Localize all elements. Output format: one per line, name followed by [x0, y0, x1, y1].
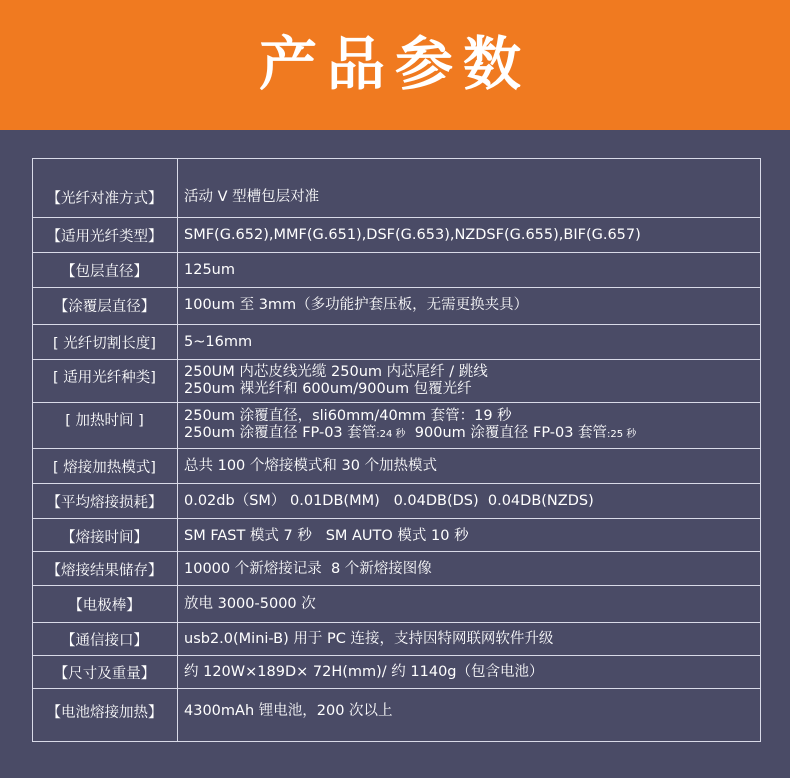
spec-label: 【熔接结果储存】 [46, 562, 163, 579]
spec-value-line: SMF(G.652),MMF(G.651),DSF(G.653),NZDSF(G.655),BIF(G.657) [184, 226, 641, 243]
spec-row-result-storage [32, 552, 761, 586]
spec-label: 【涂覆层直径】 [53, 298, 156, 315]
spec-value-line: 250um 涂覆直径，sli60mm/40mm 套管：19 秒 [184, 408, 512, 424]
spec-value [184, 484, 758, 518]
spec-value-line: SM FAST 模式 7 秒 SM AUTO 模式 10 秒 [184, 527, 469, 544]
spec-value [184, 325, 758, 359]
spec-row-splice-time [32, 519, 761, 553]
spec-row-fusion-heat-modes [32, 449, 761, 483]
header-banner [0, 0, 790, 130]
spec-label: 【尺寸及重量】 [53, 665, 156, 682]
spec-row-fiber-alignment [32, 180, 761, 215]
spec-value-line: 250UM 内芯皮线光缆 250um 内芯尾纤 / 跳线 [184, 364, 488, 380]
spec-row-fiber-kinds [32, 360, 761, 402]
spec-row-coating-diameter [32, 288, 761, 322]
spec-value-line: 125um [184, 261, 235, 278]
spec-value [184, 218, 758, 252]
spec-row-battery [32, 689, 761, 734]
spec-row-electrode [32, 586, 761, 622]
spec-value [184, 403, 758, 448]
spec-label: [ 加热时间 ] [65, 413, 144, 429]
spec-label: [ 熔接加热模式] [53, 459, 156, 476]
spec-label: 【适用光纤类型】 [46, 228, 163, 245]
spec-value [184, 586, 758, 622]
spec-value [184, 519, 758, 553]
spec-value [184, 689, 758, 734]
spec-row-cleave-length [32, 325, 761, 359]
spec-value-line: 约 120W×189D× 72H(mm)/ 约 1140g（包含电池） [184, 663, 544, 680]
page-title: 产品参数 [258, 30, 531, 98]
spec-value [184, 449, 758, 483]
spec-row-size-weight [32, 656, 761, 688]
spec-row-heating-time [32, 403, 761, 448]
spec-label: [ 光纤切割长度] [53, 335, 156, 352]
spec-value-line: 活动 V 型槽包层对准 [184, 189, 320, 205]
spec-value-line: 总共 100 个熔接模式和 30 个加热模式 [184, 457, 438, 474]
spec-row-fiber-type [32, 218, 761, 252]
spec-value-small: :25 秒 [607, 429, 637, 440]
spec-label: 【通信接口】 [61, 632, 148, 649]
spec-value [184, 656, 758, 688]
spec-value-line: 250um 裸光纤和 600um/900um 包覆光纤 [184, 381, 472, 397]
spec-value [184, 552, 758, 586]
spec-value-line: 10000 个新熔接记录 8 个新熔接图像 [184, 560, 432, 577]
spec-value-small: :24 秒 [376, 429, 406, 440]
spec-label: 【包层直径】 [61, 263, 148, 280]
spec-value [184, 253, 758, 287]
spec-row-cladding-diameter [32, 253, 761, 287]
spec-value-line: 100um 至 3mm（多功能护套压板，无需更换夹具） [184, 296, 529, 313]
spec-row-communication [32, 623, 761, 655]
spec-label: 【光纤对准方式】 [46, 191, 163, 207]
spec-label: [ 适用光纤种类] [53, 370, 156, 386]
spec-value [184, 180, 758, 215]
spec-value-line: 4300mAh 锂电池，200 次以上 [184, 703, 393, 719]
spec-value-line: usb2.0(Mini-B) 用于 PC 连接，支持因特网联网软件升级 [184, 630, 554, 647]
spec-value-line: 5~16mm [184, 333, 253, 350]
spec-row-splice-loss [32, 484, 761, 518]
spec-value-line: 放电 3000-5000 次 [184, 595, 316, 612]
spec-label: 【电极棒】 [68, 597, 141, 614]
spec-label: 【平均熔接损耗】 [46, 494, 163, 511]
spec-value-line: 0.02db（SM） 0.01DB(MM) 0.04DB(DS) 0.04DB(NZDS) [184, 492, 594, 509]
spec-value [184, 288, 758, 322]
spec-value-line [184, 425, 758, 443]
spec-value [184, 360, 758, 402]
spec-value-part: 250um 涂覆直径 FP-03 套管 [184, 425, 377, 441]
spec-value-part: 900um 涂覆直径 FP-03 套管 [405, 425, 608, 441]
spec-label: 【熔接时间】 [61, 529, 148, 546]
spec-label: 【电池熔接加热】 [46, 705, 163, 721]
spec-value [184, 623, 758, 655]
